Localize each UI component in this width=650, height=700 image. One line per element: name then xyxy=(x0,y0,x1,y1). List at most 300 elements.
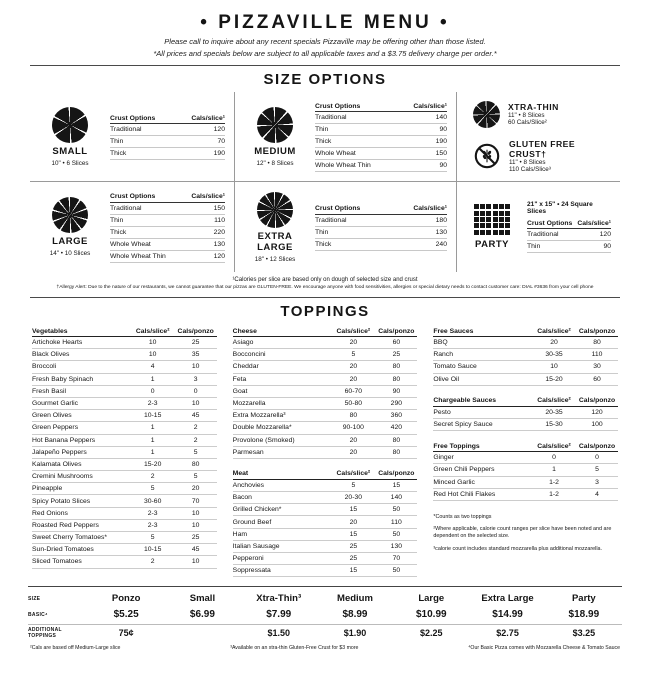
toppings-heading: TOPPINGS xyxy=(280,303,370,320)
topping-cals-ponzo: 30 xyxy=(593,363,601,371)
topping-name: Red Hot Chili Flakes xyxy=(433,490,496,498)
topping-cals-slice: 1 xyxy=(150,448,155,456)
size-options-grid xyxy=(30,92,620,272)
crust-name: Thick xyxy=(110,150,127,157)
price-column-header: Ponzo xyxy=(111,593,141,605)
pricing-basic-label: BASIC⁴ xyxy=(28,612,48,619)
topping-name: Italian Sausage xyxy=(232,542,280,550)
page-title: • PIZZAVILLE MENU • xyxy=(200,12,450,33)
topping-name: Ranch xyxy=(433,351,453,359)
crust-calories: 150 xyxy=(435,150,447,157)
topping-row xyxy=(233,386,418,398)
crust-row xyxy=(527,229,611,241)
crust-calories: 90 xyxy=(439,162,447,169)
topping-row xyxy=(32,495,217,507)
pricing-additional-row xyxy=(28,625,622,641)
topping-cals-ponzo: 2 xyxy=(193,424,198,432)
topping-cals-ponzo: 50 xyxy=(392,567,401,575)
price-column-header: Party xyxy=(571,593,596,605)
crust-row xyxy=(110,124,225,136)
basic-price: $7.99 xyxy=(266,609,292,621)
crust-table xyxy=(315,204,447,251)
toppings-columns xyxy=(32,326,618,577)
crust-calories: 120 xyxy=(213,252,225,260)
topping-name: Green Olives xyxy=(32,412,72,420)
crust-name: Thin xyxy=(110,138,124,145)
topping-name: Asiago xyxy=(232,339,254,347)
topping-table-header xyxy=(433,441,618,452)
crust-row xyxy=(110,239,225,251)
topping-cals-ponzo: 10 xyxy=(191,509,200,517)
topping-cals-ponzo: 25 xyxy=(392,351,401,359)
cals-per-slice-label: Cals/slice¹ xyxy=(577,219,611,227)
crust-name: Whole Wheat Thin xyxy=(315,162,371,169)
topping-row xyxy=(433,489,618,501)
topping-row xyxy=(32,398,217,410)
crust-row xyxy=(315,227,447,239)
topping-row xyxy=(233,422,418,434)
topping-cals-ponzo: 2 xyxy=(193,436,198,444)
party-grid-icon xyxy=(474,204,510,234)
topping-cals-slice: 1 xyxy=(150,424,155,432)
topping-name: Hot Banana Peppers xyxy=(32,436,96,444)
size-options-heading: SIZE OPTIONS xyxy=(263,71,387,88)
pricing-size-label: SIZE xyxy=(28,595,41,602)
topping-cals-ponzo: 10 xyxy=(191,400,200,408)
topping-cals-slice: 5 xyxy=(150,485,155,493)
topping-name: Green Chili Peppers xyxy=(433,466,495,474)
topping-row xyxy=(233,504,418,516)
topping-row xyxy=(433,361,618,373)
topping-cals-ponzo: 15 xyxy=(392,481,401,489)
pizza-pie-icon xyxy=(257,192,293,228)
topping-name: Fresh Baby Spinach xyxy=(32,375,94,383)
crust-calories: 140 xyxy=(435,114,447,121)
size-card-party-label xyxy=(466,204,518,249)
topping-cals-ponzo: 3 xyxy=(193,375,198,383)
topping-cals-slice: 80 xyxy=(349,412,358,420)
topping-cals-slice: 15-20 xyxy=(143,460,162,468)
topping-cals-slice: 2-3 xyxy=(147,400,158,408)
topping-cals-slice: 15-30 xyxy=(545,421,563,429)
crust-calories: 130 xyxy=(435,228,447,236)
topping-name: Fresh Basil xyxy=(32,387,66,395)
size-cals: 110 Cals/Slice³ xyxy=(509,165,551,173)
basic-price: $14.99 xyxy=(492,609,523,621)
pricing-basic-row xyxy=(28,606,622,625)
crust-calories: 190 xyxy=(213,150,225,157)
pizza-pie-icon xyxy=(257,107,293,143)
topping-name: Green Peppers xyxy=(32,424,79,432)
topping-name: Pineapple xyxy=(32,485,63,493)
topping-cals-slice: 20-35 xyxy=(545,408,563,416)
topping-cals-slice: 15 xyxy=(349,530,358,538)
topping-cals-ponzo: 80 xyxy=(392,363,401,371)
topping-cals-ponzo: 5 xyxy=(193,473,198,481)
topping-name: Jalapeño Peppers xyxy=(32,448,87,456)
xtra-thin-entry xyxy=(473,101,559,128)
crust-options-label: Crust Options xyxy=(315,102,361,110)
pizza-pie-icon xyxy=(473,101,500,128)
topping-cals-slice: 20-30 xyxy=(344,494,363,502)
topping-cals-slice: 10-15 xyxy=(143,546,162,554)
size-card-small xyxy=(30,92,235,182)
crust-name: Whole Wheat xyxy=(315,150,356,157)
crust-calories: 150 xyxy=(213,204,225,212)
topping-table-header xyxy=(32,326,217,337)
topping-name: Bacon xyxy=(232,494,252,502)
topping-name: Mozzarella xyxy=(232,400,266,408)
topping-cals-ponzo: 45 xyxy=(191,546,200,554)
topping-cals-ponzo: 110 xyxy=(591,351,603,359)
topping-cals-slice: 10 xyxy=(148,351,157,359)
topping-cals-ponzo: 80 xyxy=(392,448,401,456)
topping-cals-ponzo: 290 xyxy=(390,400,403,408)
topping-group-title: Cheese xyxy=(232,327,257,335)
topping-cals-slice: 1 xyxy=(150,375,155,383)
topping-name: Ginger xyxy=(433,454,454,462)
crust-table xyxy=(110,192,225,263)
crust-row xyxy=(110,215,225,227)
cals-per-ponzo-label: Cals/ponzo xyxy=(578,397,616,405)
crust-row xyxy=(315,148,447,160)
topping-cals-ponzo: 60 xyxy=(593,375,601,383)
topping-cals-slice: 10-15 xyxy=(143,412,162,420)
topping-cals-slice: 15 xyxy=(349,506,358,514)
topping-table-header xyxy=(433,396,618,407)
topping-cals-slice: 25 xyxy=(349,542,358,550)
toppings-footnote-3: ³calorie count includes standard mozzarella plus additional mozzarella. xyxy=(433,545,603,552)
cals-per-ponzo-label: Cals/ponzo xyxy=(378,470,415,478)
topping-name: Spicy Potato Slices xyxy=(32,497,91,505)
topping-name: Goat xyxy=(232,387,248,395)
topping-cals-slice: 20 xyxy=(349,339,358,347)
crust-name: Thin xyxy=(527,243,541,250)
topping-name: Bocconcini xyxy=(232,351,266,359)
size-name: MEDIUM xyxy=(254,145,296,157)
topping-cals-ponzo: 110 xyxy=(390,518,402,526)
topping-row xyxy=(233,565,418,577)
topping-row xyxy=(32,459,217,471)
topping-cals-ponzo: 80 xyxy=(392,375,401,383)
additional-topping-price: $2.75 xyxy=(496,628,519,639)
toppings-table-free-sauces xyxy=(433,326,618,386)
topping-cals-ponzo: 80 xyxy=(392,436,401,444)
pricing-table xyxy=(28,586,622,641)
size-sub: 14" • 10 Slices xyxy=(49,250,91,257)
topping-name: Parmesan xyxy=(232,448,264,456)
size-name: EXTRA LARGE xyxy=(257,230,293,253)
crust-name: Thick xyxy=(315,240,332,248)
size-card-medium-label xyxy=(244,107,306,167)
crust-calories: 120 xyxy=(213,126,225,133)
topping-name: Sweet Cherry Tomatoes* xyxy=(32,534,108,542)
cals-per-slice-label: Cals/slice¹ xyxy=(191,114,225,122)
topping-group-title: Meat xyxy=(232,470,249,478)
bottom-footnote-2: ²Cals are based off Medium-Large slice xyxy=(30,645,121,652)
topping-cals-ponzo: 0 xyxy=(595,454,599,462)
crust-name: Whole Wheat Thin xyxy=(110,252,166,260)
crust-table-header xyxy=(315,101,447,112)
topping-row xyxy=(233,516,418,528)
topping-cals-slice: 60-70 xyxy=(344,387,363,395)
gluten-free-icon xyxy=(473,142,501,170)
topping-row xyxy=(433,337,618,349)
pizza-pie-icon xyxy=(52,197,88,233)
additional-topping-price: $2.25 xyxy=(420,628,443,639)
toppings-footnote-2: ²Where applicable, calorie count ranges per slice have been noted and are dependent on the selected size. xyxy=(433,526,612,540)
toppings-table-cheese xyxy=(233,326,418,459)
size-card-party xyxy=(457,182,620,272)
cals-per-slice-label: Cals/slice² xyxy=(135,327,170,335)
topping-name: Olive Oil xyxy=(433,375,460,383)
topping-cals-slice: 15-20 xyxy=(545,375,563,383)
crust-name: Traditional xyxy=(110,126,142,133)
topping-row xyxy=(32,556,217,568)
topping-row xyxy=(233,480,418,492)
cals-per-slice-label: Cals/slice² xyxy=(336,327,371,335)
topping-cals-slice: 20 xyxy=(349,363,358,371)
crust-table xyxy=(315,101,447,172)
topping-table-header xyxy=(233,326,418,337)
crust-options-label: Crust Options xyxy=(527,219,573,227)
toppings-table-free-toppings xyxy=(433,441,618,501)
topping-name: Anchovies xyxy=(232,481,265,489)
topping-name: Ham xyxy=(232,530,248,538)
crust-calories: 90 xyxy=(603,243,611,250)
size-name: PARTY xyxy=(475,238,509,250)
topping-row xyxy=(32,410,217,422)
cals-per-slice-label: Cals/slice² xyxy=(537,397,571,405)
bottom-footnotes xyxy=(30,645,620,651)
topping-cals-slice: 20 xyxy=(349,375,358,383)
topping-cals-slice: 2-3 xyxy=(147,521,158,529)
party-details xyxy=(527,201,611,253)
topping-name: Ground Beef xyxy=(232,518,272,526)
topping-row xyxy=(32,544,217,556)
size-cals: 60 Cals/Slice² xyxy=(508,119,547,126)
topping-cals-slice: 2 xyxy=(150,473,155,481)
topping-row xyxy=(233,492,418,504)
topping-cals-slice: 10 xyxy=(550,363,558,371)
size-card-extra-large xyxy=(235,182,457,272)
size-name: GLUTEN FREE CRUST† xyxy=(509,138,576,159)
topping-cals-ponzo: 10 xyxy=(191,558,200,566)
topping-row xyxy=(233,398,418,410)
topping-name: Feta xyxy=(232,375,247,383)
cals-per-slice-label: Cals/slice² xyxy=(336,470,371,478)
pricing-additional-label: ADDITIONAL TOPPINGS xyxy=(28,626,62,640)
crust-name: Thin xyxy=(315,126,329,133)
topping-cals-slice: 15 xyxy=(349,567,358,575)
crust-table-header xyxy=(110,113,225,124)
pizza-pie-icon xyxy=(52,107,88,143)
topping-cals-ponzo: 5 xyxy=(595,466,599,474)
divider xyxy=(30,65,620,66)
size-sub: 11" • 8 Slices xyxy=(508,112,545,119)
topping-name: Sun-Dried Tomatoes xyxy=(32,546,94,554)
size-sub: 12" • 8 Slices xyxy=(256,159,294,167)
cals-per-ponzo-label: Cals/ponzo xyxy=(578,442,616,450)
topping-row xyxy=(32,508,217,520)
topping-cals-ponzo: 100 xyxy=(591,421,603,429)
topping-name: Extra Mozzarella³ xyxy=(232,412,286,420)
topping-name: Sliced Tomatoes xyxy=(32,558,82,566)
crust-row xyxy=(110,251,225,263)
gluten-free-entry xyxy=(473,139,611,173)
crust-calories: 240 xyxy=(435,240,447,248)
topping-name: Roasted Red Peppers xyxy=(32,521,99,529)
bottom-footnote-4: ⁴Our Basic Pizza comes with Mozzarella Cheese & Tomato Sauce xyxy=(468,645,620,652)
topping-row xyxy=(233,349,418,361)
topping-cals-ponzo: 20 xyxy=(191,485,200,493)
size-sub: 21" x 15" • 24 Square Slices xyxy=(527,201,593,215)
topping-cals-slice: 20 xyxy=(349,518,358,526)
allergy-footnote: †Allergy Alert: Due to the nature of our restaurants, we cannot guarantee that our pizzas are GLUTEN-FREE. We encourage anyone with food sensitivities, allergies or special dietary needs to contact customer care: DIAL #3636 from your cell phone xyxy=(56,285,594,290)
crust-calories: 70 xyxy=(217,138,225,145)
topping-cals-slice: 0 xyxy=(150,387,155,395)
topping-row xyxy=(32,422,217,434)
crust-row xyxy=(315,124,447,136)
price-column-header: Extra Large xyxy=(481,593,534,605)
calorie-footnote: ¹Calories per slice are based only on dough of selected size and crust xyxy=(232,277,418,283)
size-card-small-label xyxy=(39,107,101,167)
crust-calories: 120 xyxy=(599,231,611,238)
size-sub: 18" • 12 Slices xyxy=(254,255,296,263)
cals-per-slice-label: Cals/slice² xyxy=(537,442,571,450)
crust-row xyxy=(315,215,447,227)
topping-cals-slice: 20 xyxy=(349,448,358,456)
crust-options-label: Crust Options xyxy=(110,114,156,122)
crust-row xyxy=(110,148,225,160)
additional-topping-price: $1.50 xyxy=(267,628,290,639)
crust-options-label: Crust Options xyxy=(110,193,156,200)
topping-cals-ponzo: 130 xyxy=(390,542,403,550)
size-card-large xyxy=(30,182,235,272)
size-card-specials xyxy=(457,92,620,182)
topping-cals-slice: 25 xyxy=(349,555,358,563)
size-name: LARGE xyxy=(52,236,88,247)
topping-row xyxy=(32,532,217,544)
crust-table-header xyxy=(110,192,225,203)
topping-name: Broccoli xyxy=(32,363,57,371)
topping-cals-slice: 10 xyxy=(148,339,157,347)
topping-cals-ponzo: 10 xyxy=(191,363,200,371)
toppings-column-sauces xyxy=(433,326,618,577)
price-column-header: Xtra-Thin³ xyxy=(256,593,302,605)
price-column-header: Large xyxy=(418,593,445,605)
topping-cals-ponzo: 25 xyxy=(191,339,200,347)
topping-cals-ponzo: 50 xyxy=(392,506,401,514)
topping-cals-slice: 1 xyxy=(552,466,556,474)
topping-name: Black Olives xyxy=(32,351,70,359)
topping-cals-ponzo: 360 xyxy=(390,412,403,420)
topping-cals-slice: 1 xyxy=(150,436,155,444)
crust-name: Thick xyxy=(315,138,332,145)
topping-cals-ponzo: 50 xyxy=(392,530,401,538)
topping-name: Pepperoni xyxy=(232,555,264,563)
size-card-medium xyxy=(235,92,457,182)
toppings-footnotes xyxy=(433,514,618,553)
topping-group-title: Chargeable Sauces xyxy=(433,397,497,405)
topping-cals-ponzo: 90 xyxy=(392,387,401,395)
topping-cals-ponzo: 45 xyxy=(191,412,200,420)
topping-row xyxy=(233,541,418,553)
cals-per-slice-label: Cals/slice¹ xyxy=(413,205,447,212)
topping-name: Red Onions xyxy=(32,509,68,517)
topping-row xyxy=(32,471,217,483)
size-sub: 11" • 8 Slices xyxy=(509,158,546,166)
crust-name: Traditional xyxy=(315,216,347,224)
topping-row xyxy=(233,361,418,373)
toppings-table-meat xyxy=(233,469,418,578)
crust-name: Whole Wheat xyxy=(110,240,151,248)
topping-table-header xyxy=(233,469,418,480)
topping-cals-slice: 2 xyxy=(150,558,155,566)
additional-topping-price: 75¢ xyxy=(118,628,134,639)
crust-options-label: Crust Options xyxy=(315,205,361,212)
size-card-large-label xyxy=(39,197,101,257)
topping-row xyxy=(233,553,418,565)
topping-cals-slice: 5 xyxy=(150,534,155,542)
additional-topping-price: $3.25 xyxy=(572,628,596,639)
topping-cals-slice: 5 xyxy=(351,481,356,489)
crust-calories: 220 xyxy=(213,228,225,236)
crust-calories: 110 xyxy=(214,216,225,224)
topping-cals-ponzo: 70 xyxy=(191,497,200,505)
topping-row xyxy=(32,374,217,386)
crust-row xyxy=(315,136,447,148)
crust-name: Thin xyxy=(110,216,124,224)
crust-calories: 180 xyxy=(435,216,447,224)
crust-table-header xyxy=(527,218,611,229)
topping-row xyxy=(433,419,618,431)
topping-cals-slice: 4 xyxy=(150,363,155,371)
topping-cals-ponzo: 10 xyxy=(191,521,200,529)
topping-table-header xyxy=(433,326,618,337)
topping-cals-slice: 1-2 xyxy=(549,490,559,498)
topping-name: Kalamata Olives xyxy=(32,460,82,468)
topping-name: Secret Spicy Sauce xyxy=(433,421,493,429)
topping-name: Grilled Chicken* xyxy=(232,506,282,514)
topping-row xyxy=(32,435,217,447)
topping-cals-slice: 90-100 xyxy=(342,424,364,432)
topping-cals-slice: 1-2 xyxy=(549,478,559,486)
topping-name: BBQ xyxy=(433,339,448,347)
crust-name: Thin xyxy=(315,228,329,236)
cals-per-ponzo-label: Cals/ponzo xyxy=(378,327,415,335)
topping-row xyxy=(32,447,217,459)
header-note-specials: Please call to inquire about any recent specials Pizzaville may be offering other than those listed. xyxy=(164,37,486,46)
crust-row xyxy=(315,239,447,251)
crust-name: Traditional xyxy=(315,114,347,121)
crust-name: Traditional xyxy=(527,231,559,238)
crust-calories: 190 xyxy=(435,138,447,145)
topping-cals-ponzo: 80 xyxy=(191,460,200,468)
crust-table-header xyxy=(315,204,447,215)
topping-name: Provolone (Smoked) xyxy=(232,436,295,444)
topping-name: Cremini Mushrooms xyxy=(32,473,93,481)
crust-name: Thick xyxy=(110,228,127,236)
basic-price: $6.99 xyxy=(189,609,215,621)
topping-row xyxy=(32,349,217,361)
topping-name: Pesto xyxy=(433,408,451,416)
crust-name: Traditional xyxy=(110,204,142,212)
size-card-extra-large-label xyxy=(244,192,306,263)
crust-row xyxy=(527,241,611,253)
topping-row xyxy=(32,483,217,495)
topping-cals-slice: 2-3 xyxy=(147,509,158,517)
